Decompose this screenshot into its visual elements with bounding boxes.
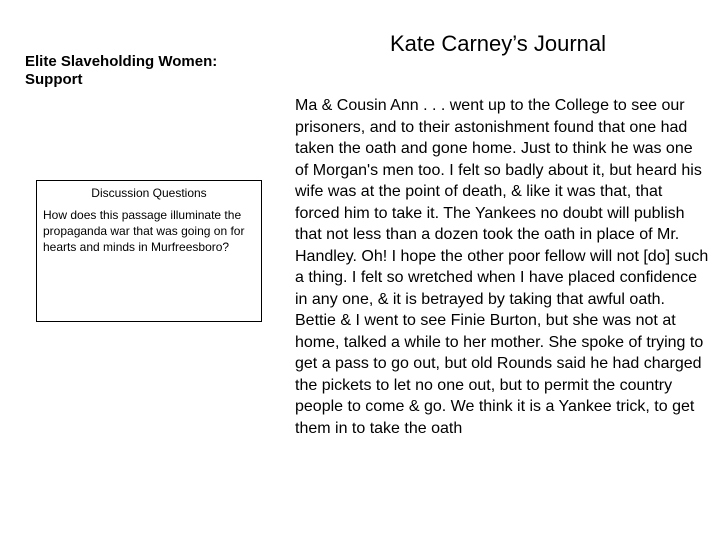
discussion-questions-box xyxy=(36,180,262,322)
journal-excerpt: Ma & Cousin Ann . . . went up to the College to see our prisoners, and to their astonishment found that one had taken the oath and gone home. Just to think he was one of Morgan's men too. I felt so badly about it, but heard his wife was at the point of death, & like it was that, that forced him to take it. The Yankees no doubt will publish that not less than a dozen took the oath in place of Mr. Handley. Oh! I hope the other poor fellow will not [do] such a thing. I felt so wretched when I have placed confidence in any one, & it is betrayed by taking that awful oath. Bettie & I went to see Finie Burton, but she was not at home, talked a while to her mother. She spoke of trying to get a pass to go out, but old Rounds said he had charged the pickets to let no one out, but to permit the country people to come & go. We think it is a Yankee trick, to get them in to take the oath xyxy=(295,97,709,437)
discussion-questions-heading: Discussion Questions xyxy=(91,186,207,200)
discussion-question-text: How does this passage illuminate the propaganda war that was going on for hearts and minds in Murfreesboro? xyxy=(43,208,245,254)
journal-title: Kate Carney’s Journal xyxy=(389,31,607,56)
slide-left-title: Elite Slaveholding Women: Support xyxy=(25,53,218,88)
